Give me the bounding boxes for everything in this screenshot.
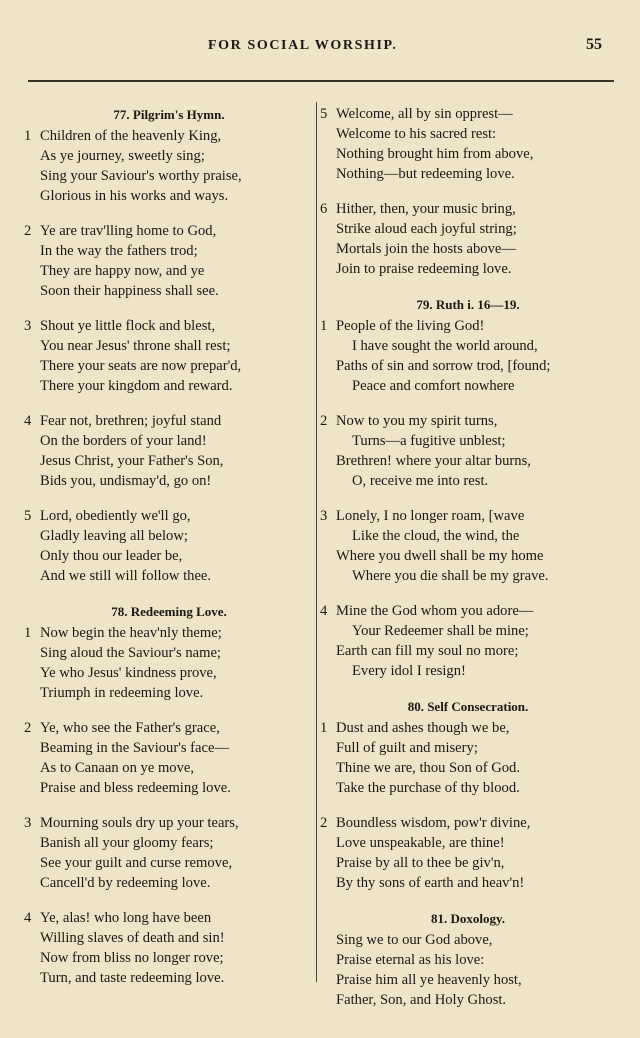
verse-line (24, 758, 314, 778)
verse-text: They are happy now, and ye (40, 263, 205, 279)
verse-text: Ye, who see the Father's grace, (40, 720, 220, 736)
verse-line (24, 738, 314, 758)
verse-line (24, 261, 314, 281)
verse-text: Now begin the heav'nly theme; (40, 625, 222, 641)
stanza (320, 930, 616, 1010)
verse-line (320, 873, 616, 893)
stanza (320, 199, 616, 279)
stanza (320, 506, 616, 586)
verse-line (320, 431, 616, 451)
verse-text: Brethren! where your altar burns, (336, 453, 531, 469)
verse-text: Lord, obediently we'll go, (40, 508, 191, 524)
verse-line (320, 356, 616, 376)
verse-text: Mine the God whom you adore— (336, 603, 534, 619)
verse-line (24, 663, 314, 683)
verse-text: Peace and comfort nowhere (352, 378, 515, 394)
header-rule (28, 80, 614, 82)
verse-line (320, 950, 616, 970)
stanza (320, 104, 616, 184)
verse-line (320, 853, 616, 873)
verse-line (320, 219, 616, 239)
stanza-number: 4 (24, 910, 32, 926)
stanza (320, 813, 616, 893)
verse-line (24, 471, 314, 491)
verse-text: Children of the heavenly King, (40, 128, 222, 144)
verse-text: Love unspeakable, are thine! (336, 835, 505, 851)
verse-line (320, 506, 616, 526)
verse-text: Strike aloud each joyful string; (336, 221, 517, 237)
verse-text: Praise by all to thee be giv'n, (336, 855, 505, 871)
right-column (320, 104, 616, 1025)
verse-text: By thy sons of earth and heav'n! (336, 875, 525, 891)
running-head: FOR SOCIAL WORSHIP. (208, 38, 398, 53)
verse-line (24, 718, 314, 738)
verse-line (24, 566, 314, 586)
verse-text: Gladly leaving all below; (40, 528, 188, 544)
verse-text: In the way the fathers trod; (40, 243, 198, 259)
verse-text: Dust and ashes though we be, (336, 720, 510, 736)
verse-text: Praise him all ye heavenly host, (336, 972, 522, 988)
verse-line (320, 104, 616, 124)
stanza-number: 2 (320, 815, 328, 831)
verse-text: Now from bliss no longer rove; (40, 950, 224, 966)
verse-line (320, 451, 616, 471)
stanza-number: 1 (320, 720, 328, 736)
verse-text: Where you dwell shall be my home (336, 548, 544, 564)
left-column (24, 104, 314, 1003)
hymn-title: 78. Redeeming Love. (111, 604, 227, 619)
stanza-number: 3 (24, 318, 32, 334)
verse-line (320, 411, 616, 431)
stanza (24, 623, 314, 703)
verse-line (320, 641, 616, 661)
stanza-number: 4 (24, 413, 32, 429)
verse-text: Sing aloud the Saviour's name; (40, 645, 221, 661)
verse-line (24, 778, 314, 798)
verse-line (320, 199, 616, 219)
verse-line (24, 126, 314, 146)
verse-text: And we still will follow thee. (40, 568, 212, 584)
verse-text: Ye who Jesus' kindness prove, (40, 665, 217, 681)
verse-text: Sing your Saviour's worthy praise, (40, 168, 242, 184)
verse-line (24, 908, 314, 928)
stanza-number: 1 (320, 318, 328, 334)
verse-text: As to Canaan on ye move, (40, 760, 195, 776)
stanza (24, 908, 314, 988)
verse-line (320, 144, 616, 164)
verse-line (320, 164, 616, 184)
column-divider (316, 102, 317, 982)
verse-line (320, 124, 616, 144)
verse-line (24, 948, 314, 968)
verse-text: Ye are trav'lling home to God, (40, 223, 217, 239)
verse-text: Nothing brought him from above, (336, 146, 534, 162)
verse-text: Every idol I resign! (352, 663, 466, 679)
stanza (24, 126, 314, 206)
verse-text: See your guilt and curse remove, (40, 855, 233, 871)
verse-line (320, 813, 616, 833)
verse-line (320, 566, 616, 586)
verse-text: People of the living God! (336, 318, 485, 334)
verse-text: Your Redeemer shall be mine; (352, 623, 529, 639)
verse-text: Praise eternal as his love: (336, 952, 485, 968)
verse-line (320, 758, 616, 778)
verse-text: Beaming in the Saviour's face— (40, 740, 230, 756)
verse-line (320, 661, 616, 681)
stanza (24, 221, 314, 301)
verse-line (24, 873, 314, 893)
verse-text: As ye journey, sweetly sing; (40, 148, 205, 164)
verse-text: Where you die shall be my grave. (352, 568, 549, 584)
verse-text: Nothing—but redeeming love. (336, 166, 515, 182)
stanza-number: 2 (320, 413, 328, 429)
verse-text: Banish all your gloomy fears; (40, 835, 214, 851)
hymn-title: 80. Self Consecration. (407, 699, 529, 714)
verse-line (320, 526, 616, 546)
verse-text: Mourning souls dry up your tears, (40, 815, 239, 831)
verse-text: Welcome, all by sin opprest— (336, 106, 513, 122)
verse-text: Take the purchase of thy blood. (336, 780, 520, 796)
verse-text: Ye, alas! who long have been (40, 910, 212, 926)
hymn-title: 79. Ruth i. 16—19. (416, 297, 520, 312)
verse-line (320, 316, 616, 336)
stanza (24, 813, 314, 893)
verse-line (320, 990, 616, 1010)
stanza-number: 1 (24, 625, 32, 641)
verse-line (24, 376, 314, 396)
page-header (0, 36, 640, 58)
verse-text: Glorious in his works and ways. (40, 188, 229, 204)
stanza (320, 718, 616, 798)
stanza (24, 718, 314, 798)
verse-line (320, 970, 616, 990)
verse-text: Soon their happiness shall see. (40, 283, 219, 299)
verse-line (320, 376, 616, 396)
verse-line (320, 336, 616, 356)
verse-text: Like the cloud, the wind, the (352, 528, 520, 544)
verse-line (320, 601, 616, 621)
verse-line (24, 968, 314, 988)
verse-text: Mortals join the hosts above— (336, 241, 516, 257)
stanza (320, 601, 616, 681)
stanza-number: 3 (24, 815, 32, 831)
verse-line (24, 316, 314, 336)
verse-line (24, 643, 314, 663)
stanza (320, 411, 616, 491)
verse-line (320, 930, 616, 950)
stanza-number: 5 (320, 106, 328, 122)
verse-line (320, 718, 616, 738)
verse-text: There your kingdom and reward. (40, 378, 233, 394)
verse-line (24, 833, 314, 853)
verse-text: On the borders of your land! (40, 433, 207, 449)
verse-line (24, 166, 314, 186)
verse-text: Lonely, I no longer roam, [wave (336, 508, 525, 524)
verse-line (24, 281, 314, 301)
verse-text: You near Jesus' throne shall rest; (40, 338, 231, 354)
verse-line (24, 506, 314, 526)
verse-text: There your seats are now prepar'd, (40, 358, 242, 374)
verse-line (24, 546, 314, 566)
stanza-number: 1 (24, 128, 32, 144)
page-number: 55 (586, 36, 602, 53)
verse-line (24, 623, 314, 643)
verse-text: Welcome to his sacred rest: (336, 126, 497, 142)
stanza-number: 4 (320, 603, 328, 619)
verse-line (24, 356, 314, 376)
verse-text: O, receive me into rest. (352, 473, 489, 489)
verse-text: Paths of sin and sorrow trod, [found; (336, 358, 551, 374)
stanza-number: 6 (320, 201, 328, 217)
verse-line (320, 239, 616, 259)
verse-text: Now to you my spirit turns, (336, 413, 498, 429)
verse-line (24, 526, 314, 546)
stanza-number: 2 (24, 720, 32, 736)
verse-text: Turns—a fugitive unblest; (352, 433, 506, 449)
verse-text: Shout ye little flock and blest, (40, 318, 216, 334)
verse-text: Join to praise redeeming love. (336, 261, 512, 277)
verse-line (24, 813, 314, 833)
verse-line (320, 546, 616, 566)
verse-line (24, 146, 314, 166)
verse-text: Sing we to our God above, (336, 932, 493, 948)
verse-line (24, 451, 314, 471)
stanza (24, 506, 314, 586)
verse-text: Turn, and taste redeeming love. (40, 970, 225, 986)
verse-line (320, 259, 616, 279)
stanza (24, 316, 314, 396)
verse-line (320, 621, 616, 641)
verse-text: Thine we are, thou Son of God. (336, 760, 521, 776)
verse-text: Cancell'd by redeeming love. (40, 875, 211, 891)
verse-text: Praise and bless redeeming love. (40, 780, 231, 796)
verse-line (24, 186, 314, 206)
hymn-title: 81. Doxology. (430, 911, 506, 926)
verse-line (24, 431, 314, 451)
verse-line (320, 778, 616, 798)
hymn-title: 77. Pilgrim's Hymn. (113, 107, 225, 122)
verse-text: Earth can fill my soul no more; (336, 643, 519, 659)
verse-text: Triumph in redeeming love. (40, 685, 204, 701)
stanza (320, 316, 616, 396)
verse-line (24, 853, 314, 873)
verse-text: Only thou our leader be, (40, 548, 183, 564)
verse-text: Willing slaves of death and sin! (40, 930, 225, 946)
verse-line (24, 411, 314, 431)
stanza-number: 3 (320, 508, 328, 524)
verse-text: Full of guilt and misery; (336, 740, 478, 756)
verse-line (320, 738, 616, 758)
stanza-number: 5 (24, 508, 32, 524)
verse-text: Hither, then, your music bring, (336, 201, 516, 217)
verse-text: Bids you, undismay'd, go on! (40, 473, 212, 489)
verse-text: Fear not, brethren; joyful stand (40, 413, 222, 429)
verse-line (320, 471, 616, 491)
verse-line (24, 221, 314, 241)
verse-line (24, 336, 314, 356)
stanza (24, 411, 314, 491)
verse-text: Boundless wisdom, pow'r divine, (336, 815, 531, 831)
verse-line (24, 241, 314, 261)
verse-text: Father, Son, and Holy Ghost. (336, 992, 507, 1008)
verse-text: I have sought the world around, (352, 338, 538, 354)
stanza-number: 2 (24, 223, 32, 239)
verse-text: Jesus Christ, your Father's Son, (40, 453, 224, 469)
verse-line (24, 683, 314, 703)
verse-line (24, 928, 314, 948)
verse-line (320, 833, 616, 853)
